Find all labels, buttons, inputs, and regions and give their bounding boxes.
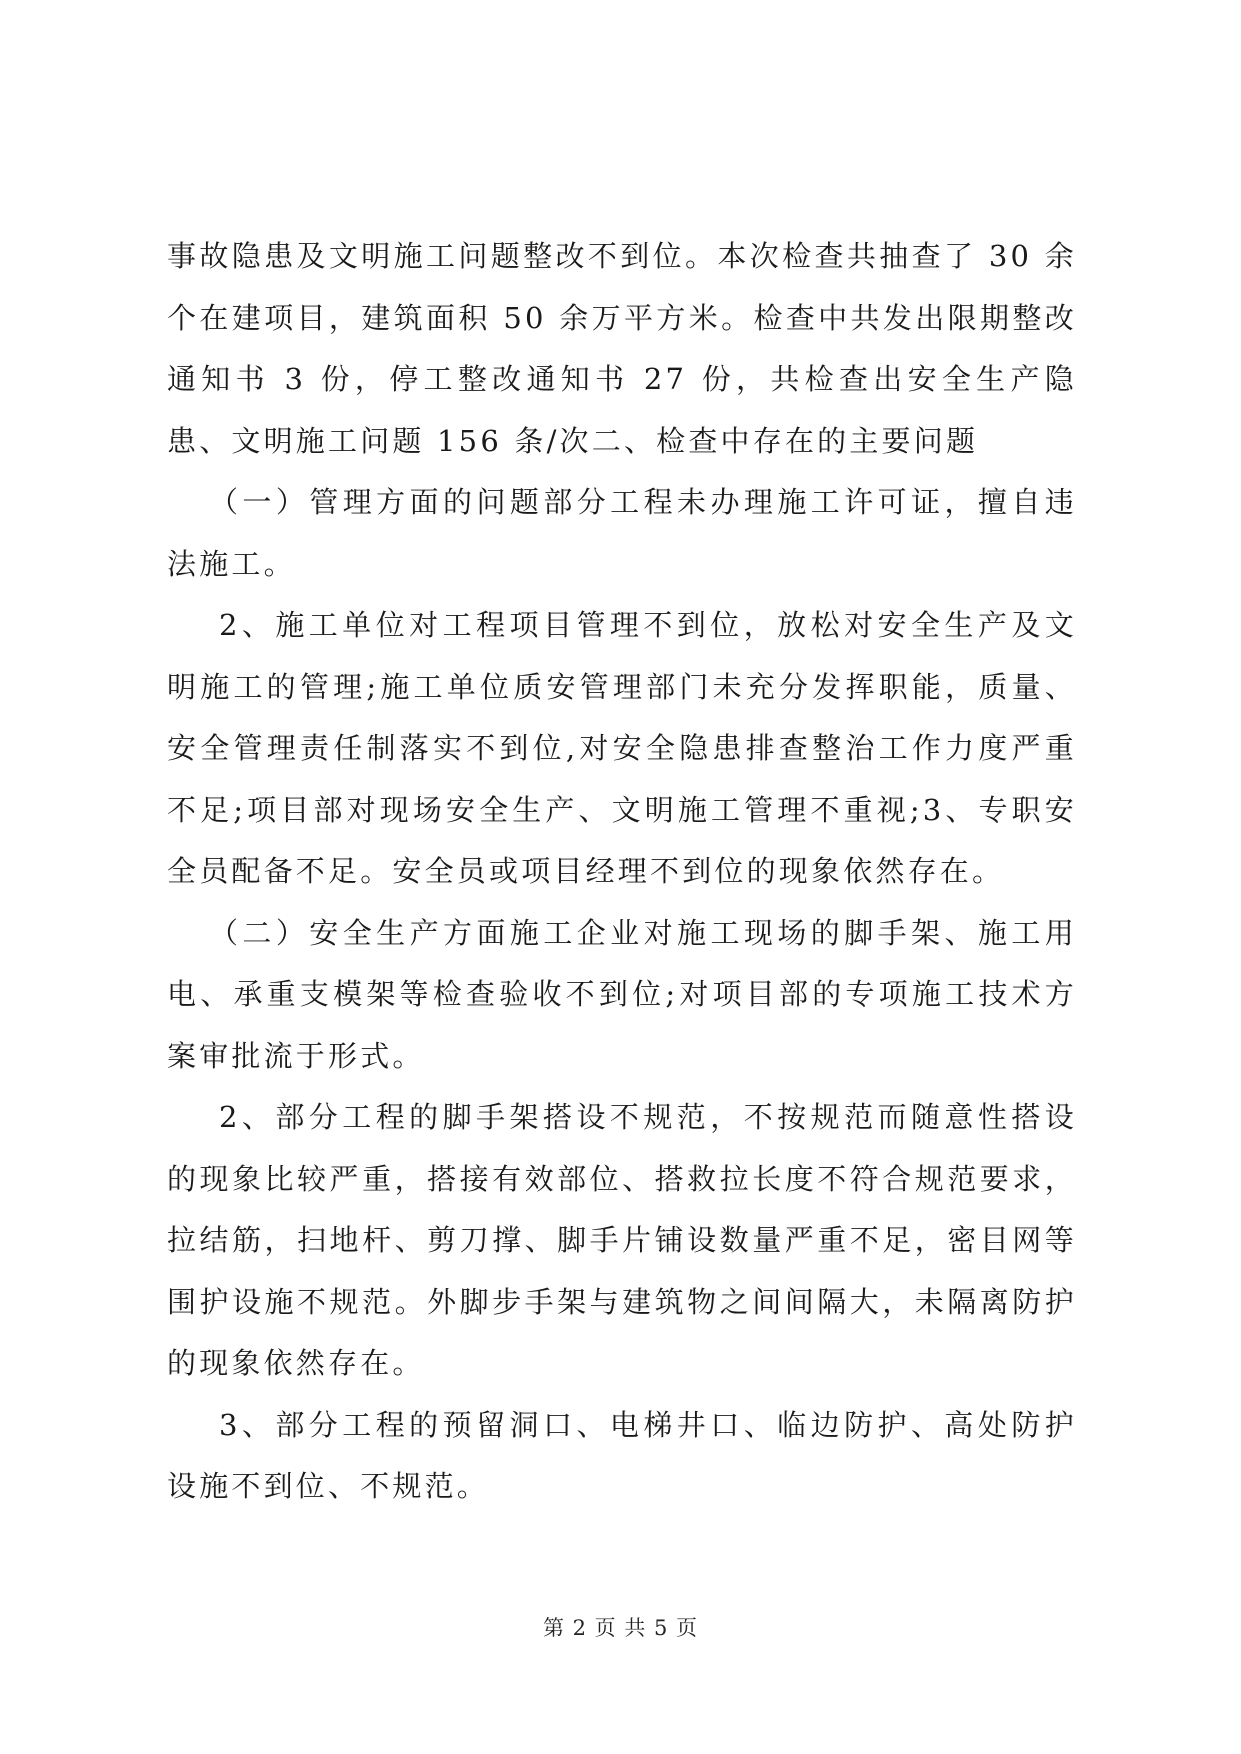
document-body	[167, 226, 1077, 1518]
page-number-footer: 第 2 页 共 5 页	[542, 1616, 699, 1640]
paragraph-construction-unit-management: 2、施工单位对工程项目管理不到位，放松对安全生产及文明施工的管理;施工单位质安管理部门未充分发挥职能，质量、安全管理责任制落实不到位,对安全隐患排查整治工作力度严重不足;项目部对现场安全生产、文明施工管理不重视;3、专职安全员配备不足。安全员或项目经理不到位的现象依然存在。	[167, 608, 1077, 888]
paragraph-management-issues: （一）管理方面的问题部分工程未办理施工许可证，擅自违法施工。	[167, 485, 1077, 581]
paragraph-inspection-summary: 事故隐患及文明施工问题整改不到位。本次检查共抽查了 30 余个在建项目，建筑面积 50 余万平方米。检查中共发出限期整改通知书 3 份，停工整改通知书 27 份，共检查出安全生产隐患、文明施工问题 156 条/次二、检查中存在的主要问题	[167, 239, 1077, 458]
paragraph-scaffolding: 2、部分工程的脚手架搭设不规范，不按规范而随意性搭设的现象比较严重，搭接有效部位、搭救拉长度不符合规范要求，拉结筋，扫地杆、剪刀撑、脚手片铺设数量严重不足，密目网等围护设施不规范。外脚步手架与建筑物之间间隔大，未隔离防护的现象依然存在。	[167, 1100, 1077, 1380]
paragraph-openings-protection: 3、部分工程的预留洞口、电梯井口、临边防护、高处防护设施不到位、不规范。	[167, 1407, 1077, 1503]
paragraph-safety-production: （二）安全生产方面施工企业对施工现场的脚手架、施工用电、承重支模架等检查验收不到位;对项目部的专项施工技术方案审批流于形式。	[167, 915, 1077, 1073]
